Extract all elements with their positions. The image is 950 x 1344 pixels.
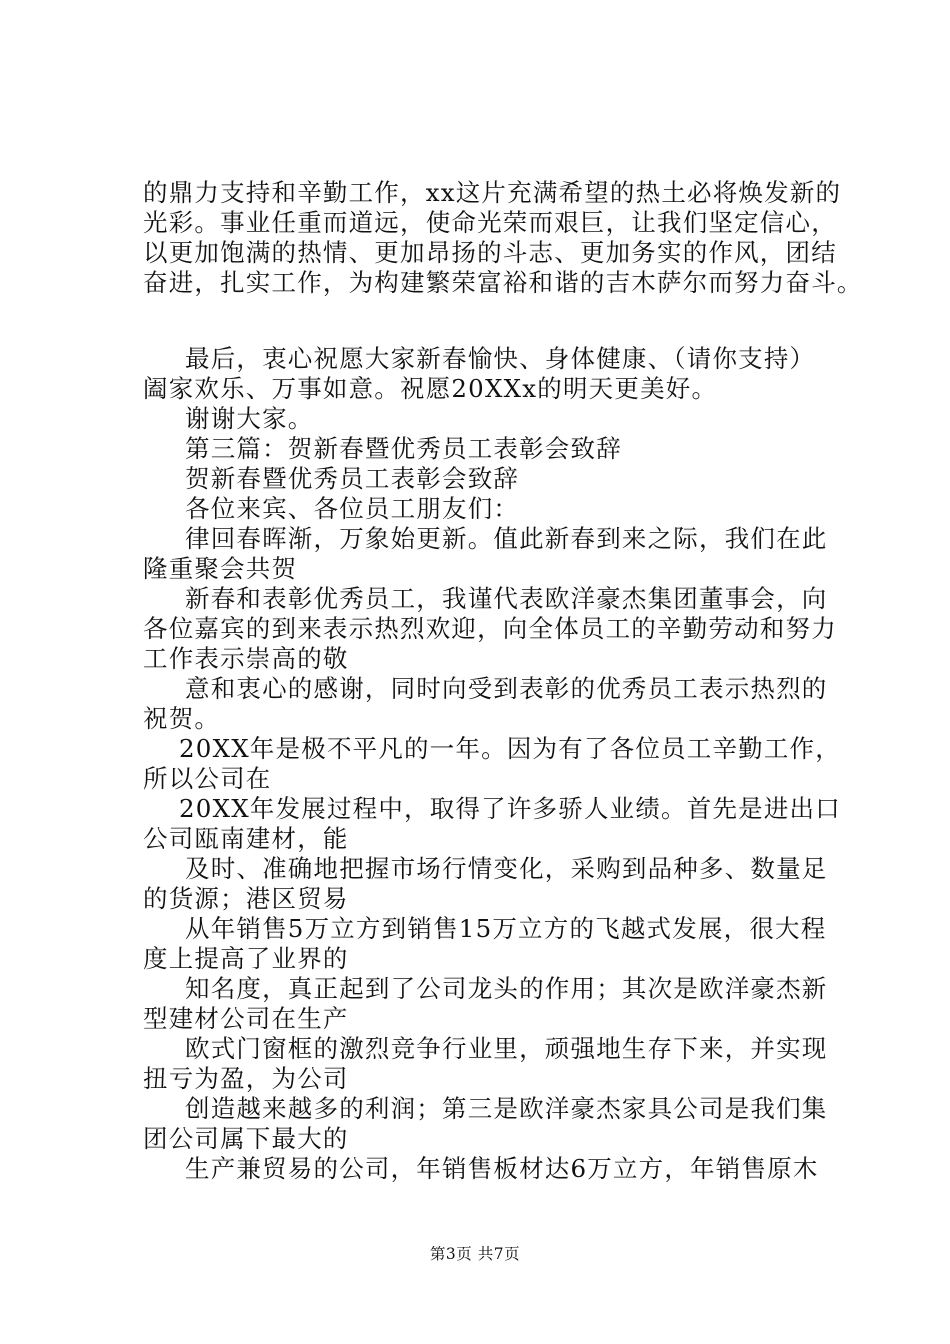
paragraph-gap <box>143 328 843 344</box>
text-line: 20XX年是极不平凡的一年。因为有了各位员工辛勤工作， <box>179 734 841 763</box>
text-line: 及时、准确地把握市场行情变化，采购到品种多、数量足 <box>185 854 828 883</box>
text-line: 度上提高了业界的 <box>143 944 349 973</box>
text-line: 20XX年发展过程中，取得了许多骄人业绩。首先是进出口 <box>179 794 841 823</box>
text-line: 欧式门窗框的激烈竞争行业里，顽强地生存下来，并实现 <box>185 1034 828 1063</box>
text-line: 阖家欢乐、万事如意。祝愿20XXx的明天更美好。 <box>143 374 718 403</box>
text-line: 工作表示崇高的敬 <box>143 644 349 673</box>
text-line: 团公司属下最大的 <box>143 1124 349 1153</box>
text-line: 的鼎力支持和辛勤工作，xx这片充满希望的热土必将焕发新的 <box>143 178 842 207</box>
text-line: 从年销售5万立方到销售15万立方的飞越式发展，很大程 <box>185 914 827 943</box>
text-line: 新春和表彰优秀员工，我谨代表欧洋豪杰集团董事会，向 <box>185 584 828 613</box>
page-footer <box>0 1244 950 1264</box>
text-line: 扭亏为盈，为公司 <box>143 1064 349 1093</box>
text-line: 律回春晖渐，万象始更新。值此新春到来之际，我们在此 <box>185 524 828 553</box>
text-line: 生产兼贸易的公司，年销售板材达6万立方，年销售原木 <box>185 1154 819 1183</box>
document-body <box>143 178 863 1184</box>
text-line: 型建材公司在生产 <box>143 1004 349 1033</box>
text-line: 谢谢大家。 <box>185 404 314 433</box>
text-line: 最后，衷心祝愿大家新春愉快、身体健康、（请你支持） <box>185 344 816 373</box>
page-number: 第3页 共7页 <box>429 1245 521 1263</box>
text-line: 意和衷心的感谢，同时向受到表彰的优秀员工表示热烈的 <box>185 674 828 703</box>
text-line: 创造越来越多的利润；第三是欧洋豪杰家具公司是我们集 <box>185 1094 828 1123</box>
text-line: 知名度，真正起到了公司龙头的作用；其次是欧洋豪杰新 <box>185 974 828 1003</box>
section-heading: 第三篇：贺新春暨优秀员工表彰会致辞 <box>185 434 622 463</box>
salutation: 各位来宾、各位员工朋友们： <box>185 494 520 523</box>
text-line: 所以公司在 <box>143 764 272 793</box>
text-line: 隆重聚会共贺 <box>143 554 298 583</box>
section-title: 贺新春暨优秀员工表彰会致辞 <box>185 464 520 493</box>
text-line: 公司瓯南建材，能 <box>143 824 349 853</box>
paragraph-gap <box>143 298 843 328</box>
text-line: 各位嘉宾的到来表示热烈欢迎，向全体员工的辛勤劳动和努力 <box>143 614 837 643</box>
text-line: 光彩。事业任重而道远，使命光荣而艰巨，让我们坚定信心， <box>143 208 837 237</box>
text-line: 以更加饱满的热情、更加昂扬的斗志、更加务实的作风，团结 <box>143 238 837 267</box>
text-line: 奋进，扎实工作，为构建繁荣富裕和谐的吉木萨尔而努力奋斗。 <box>143 268 863 297</box>
text-line: 的货源；港区贸易 <box>143 884 349 913</box>
text-line: 祝贺。 <box>143 704 221 733</box>
